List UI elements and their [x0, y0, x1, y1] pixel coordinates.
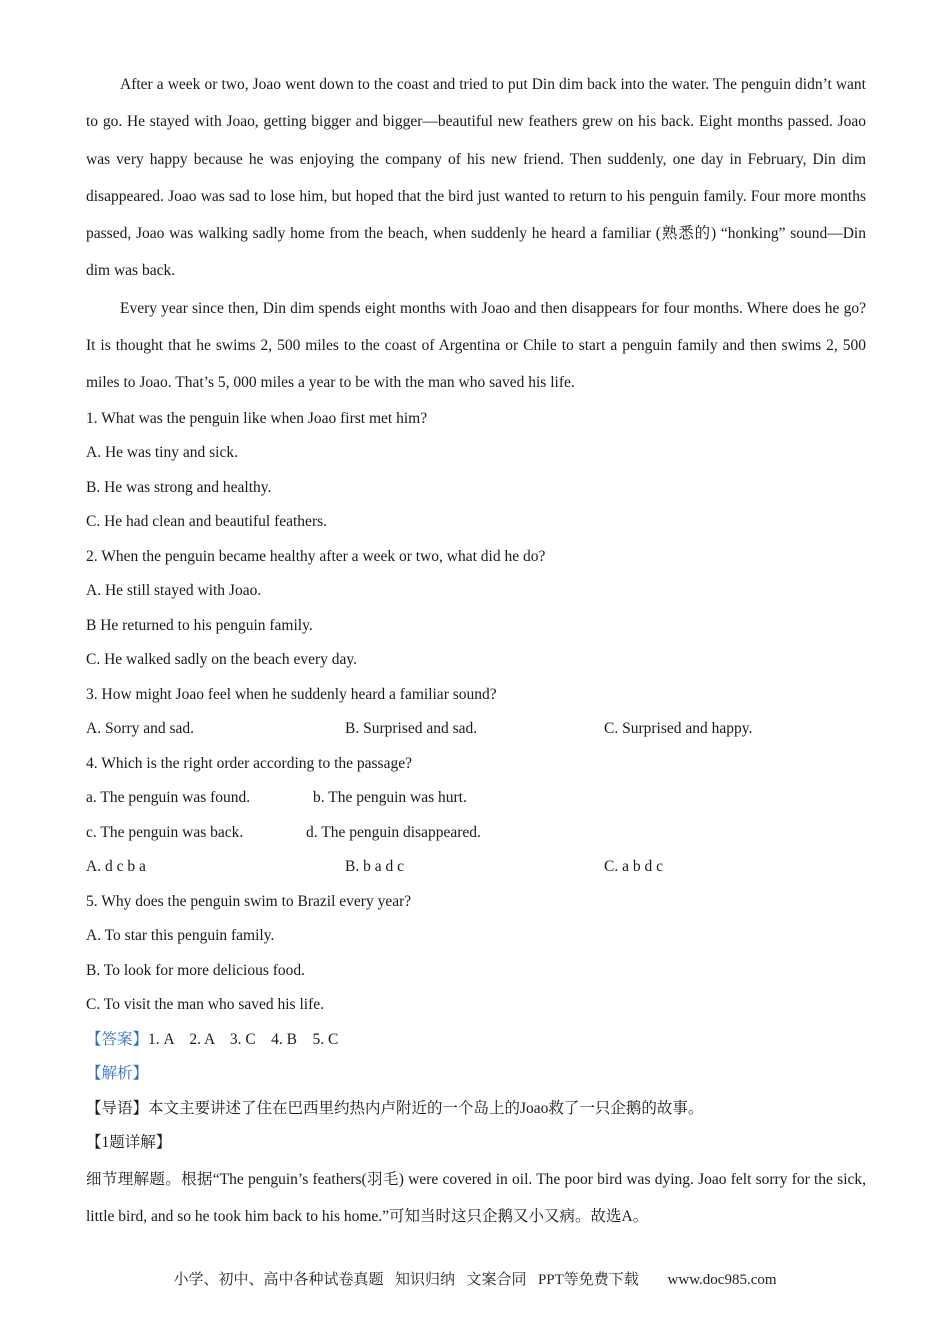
question-1 — [86, 402, 866, 540]
options-row — [86, 712, 866, 747]
option-b: B. Surprised and sad. — [345, 720, 478, 738]
passage-paragraph-2: Every year since then, Din dim spends eight months with Joao and then disappears for four months. Where does he go? It is thought that he swims 2, 500 miles to the coast of Argentina or Chile to start a penguin family and then swims 2, 500 miles to Joao. That’s 5, 000 miles a year to be with the man who saved his life. — [86, 299, 866, 392]
question-stem: 1. What was the penguin like when Joao first met him? — [86, 409, 428, 427]
answer-line — [86, 1023, 866, 1058]
document-body — [86, 66, 866, 1235]
option-b: B. b a d c — [345, 858, 404, 876]
event-a: a. The penguin was found. — [86, 789, 251, 807]
guide-line — [86, 1092, 866, 1127]
option-c: C. To visit the man who saved his life. — [86, 996, 324, 1014]
option-a: A. Sorry and sad. — [86, 720, 195, 738]
q1-detail-text: 细节理解题。根据“The penguin’s feathers(羽毛) were covered in oil. The poor bird was dying. Joao felt sorry for the sick, little bird, and so he took him back to his home.”可知当时这只企鹅又小又病。故选A。 — [86, 1170, 866, 1225]
question-stem: 4. Which is the right order according to the passage? — [86, 754, 412, 772]
answer-label: 【答案】 — [86, 1030, 149, 1048]
answer-text: 1. A 2. A 3. C 4. B 5. C — [148, 1030, 339, 1048]
events-row-2 — [86, 816, 866, 851]
footer-text: 小学、初中、高中各种试卷真题 知识归纳 文案合同 PPT等免费下载 www.doc985.com — [173, 1272, 777, 1288]
q1-detail-label: 【1题详解】 — [86, 1134, 172, 1152]
q1-detail-heading — [86, 1126, 866, 1161]
passage-paragraph-1: After a week or two, Joao went down to the coast and tried to put Din dim back into the water. The penguin didn’t want to go. He stayed with Joao, getting bigger and bigger—beautiful new feathers grew on his back. Eight months passed. Joao was very happy because he was enjoying the company of his new friend. Then suddenly, one day in February, Din dim disappeared. Joao was sad to lose him, but hoped that the bird just wanted to return to his penguin family. Four more months passed, Joao was walking sadly home from the beach, when suddenly he heard a familiar (熟悉的) “honking” sound—Din dim was back. — [86, 76, 866, 280]
question-4 — [86, 747, 866, 885]
option-c: C. Surprised and happy. — [604, 720, 753, 738]
event-c: c. The penguin was back. — [86, 823, 244, 841]
option-c: C. He walked sadly on the beach every day. — [86, 651, 358, 669]
option-c: C. He had clean and beautiful feathers. — [86, 513, 328, 531]
options-row — [86, 850, 866, 885]
guide-text: 本文主要讲述了住在巴西里约热内卢附近的一个岛上的Joao救了一只企鹅的故事。 — [148, 1099, 704, 1117]
option-b: B. He was strong and healthy. — [86, 478, 272, 496]
question-stem: 2. When the penguin became healthy after a week or two, what did he do? — [86, 547, 546, 565]
question-3 — [86, 678, 866, 747]
option-a: A. To star this penguin family. — [86, 927, 275, 945]
option-c: C. a b d c — [604, 858, 663, 876]
events-row-1 — [86, 781, 866, 816]
option-a: A. He still stayed with Joao. — [86, 582, 262, 600]
event-b: b. The penguin was hurt. — [313, 789, 467, 807]
option-b: B He returned to his penguin family. — [86, 616, 313, 634]
question-5 — [86, 885, 866, 1023]
analysis-heading — [86, 1057, 866, 1092]
option-a: A. He was tiny and sick. — [86, 444, 238, 462]
question-stem: 5. Why does the penguin swim to Brazil every year? — [86, 892, 412, 910]
option-b: B. To look for more delicious food. — [86, 961, 306, 979]
question-2 — [86, 540, 866, 678]
event-d: d. The penguin disappeared. — [306, 823, 481, 841]
question-stem: 3. How might Joao feel when he suddenly heard a familiar sound? — [86, 685, 497, 703]
option-a: A. d c b a — [86, 858, 146, 876]
guide-label: 【导语】 — [86, 1099, 149, 1117]
analysis-label: 【解析】 — [86, 1065, 149, 1083]
